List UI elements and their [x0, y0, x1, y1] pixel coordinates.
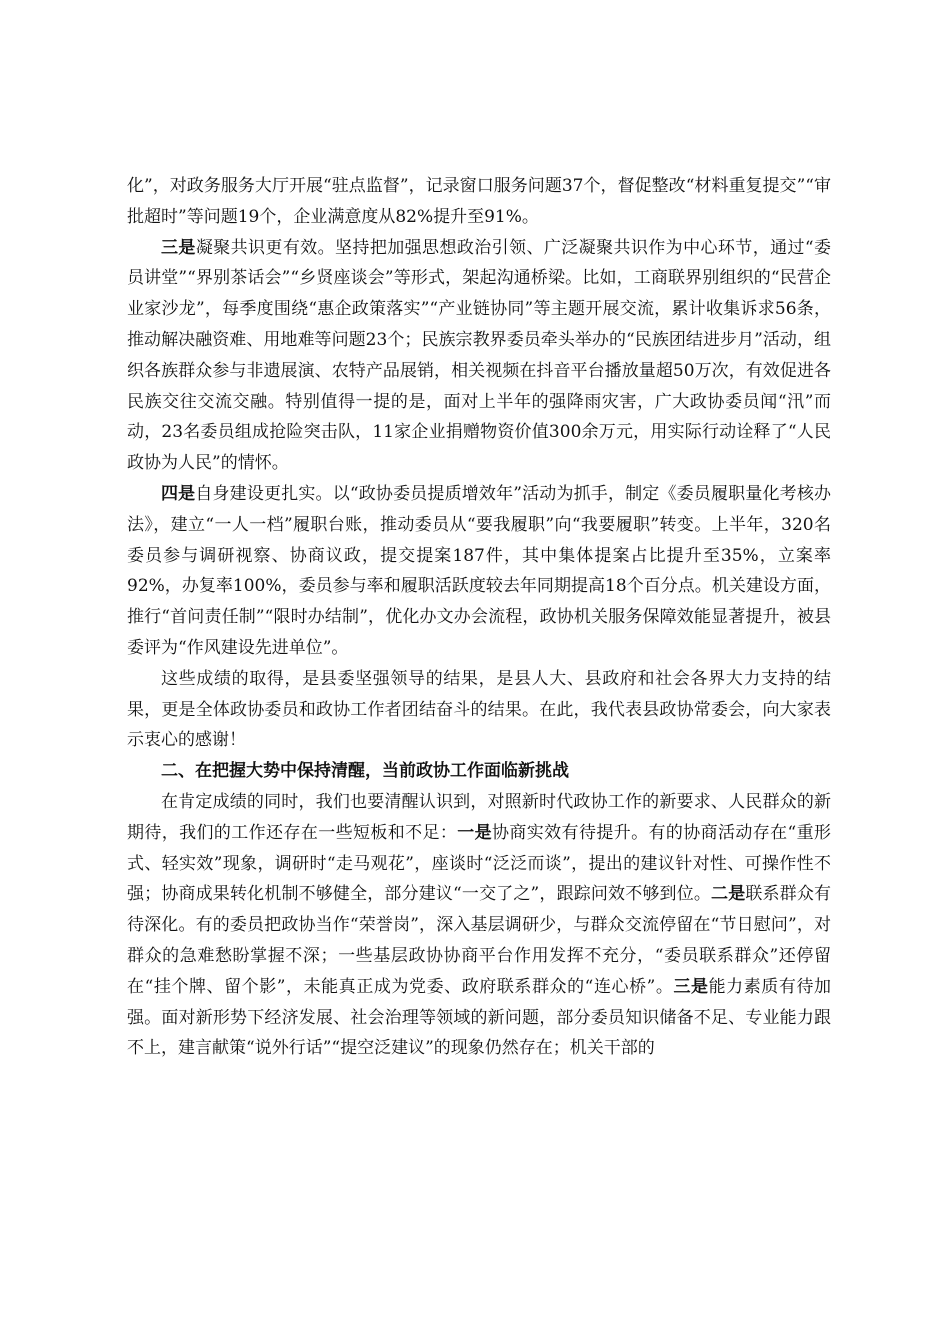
- paragraph-text: 化”，对政务服务大厅开展“驻点监督”，记录窗口服务问题37个，督促整改“材料重复提交”“审批超时”等问题19个，企业满意度从82%提升至91%。: [127, 176, 831, 227]
- paragraph-fourth-point: [127, 479, 831, 664]
- paragraph-text: 自身建设更扎实。以“政协委员提质增效年”活动为抓手，制定《委员履职量化考核办法》，建立“一人一档”履职台账，推动委员从“要我履职”向“我要履职”转变。上半年，320名委员参与调研视察、协商议政，提交提案187件，其中集体提案占比提升至35%，立案率92%，办复率100%，委员参与率和履职活跃度较去年同期提高18个百分点。机关建设方面，推行“首问责任制”“限时办结制”，优化办文办会流程，政协机关服务保障效能显著提升，被县委评为“作风建设先进单位”。: [127, 483, 831, 658]
- paragraph-continued: [127, 171, 831, 233]
- document-body: [127, 171, 831, 1064]
- paragraph-lead: 三是: [161, 237, 196, 258]
- paragraph-lead: 一是: [457, 822, 493, 843]
- paragraph-acknowledgement: [127, 664, 831, 756]
- paragraph-lead: 三是: [673, 976, 709, 997]
- paragraph-text: 凝聚共识更有效。坚持把加强思想政治引领、广泛凝聚共识作为中心环节，通过“委员讲堂”“界别茶话会”“乡贤座谈会”等形式，架起沟通桥梁。比如，工商联界别组织的“民营企业家沙龙”，每季度围绕“惠企政策落实”“产业链协同”等主题开展交流，累计收集诉求56条，推动解决融资难、用地难等问题23个；民族宗教界委员牵头举办的“民族团结进步月”活动，组织各族群众参与非遗展演、农特产品展销，相关视频在抖音平台播放量超50万次，有效促进各民族交往交流交融。特别值得一提的是，面对上半年的强降雨灾害，广大政协委员闻“汛”而动，23名委员组成抢险突击队，11家企业捐赠物资价值300余万元，用实际行动诠释了“人民政协为人民”的情怀。: [127, 237, 831, 474]
- paragraph-text: 协商实效有待提升。有的协商活动存在“重形式、轻实效”现象，调研时“走马观花”，座谈时“泛泛而谈”，提出的建议针对性、可操作性不强；协商成果转化机制不够健全，部分建议“一交了之”，跟踪问效不够到位。: [127, 822, 831, 905]
- section-heading: 二、在把握大势中保持清醒，当前政协工作面临新挑战: [161, 761, 569, 782]
- paragraph-text: 能力素质有待加强。面对新形势下经济发展、社会治理等领域的新问题，部分委员知识储备不足、专业能力跟不上，建言献策“说外行话”“提空泛建议”的现象仍然存在；机关干部的: [127, 976, 832, 1059]
- paragraph-text: 联系群众有待深化。有的委员把政协当作“荣誉岗”，深入基层调研少，与群众交流停留在“节日慰问”，对群众的急难愁盼掌握不深；一些基层政协协商平台作用发挥不充分，“委员联系群众”还停留在“挂个牌、留个影”，未能真正成为党委、政府联系群众的“连心桥”。: [127, 884, 832, 997]
- paragraph-lead: 二是: [711, 884, 746, 905]
- paragraph-challenges: [127, 787, 831, 1064]
- paragraph-text: 这些成绩的取得，是县委坚强领导的结果，是县人大、县政府和社会各界大力支持的结果，更是全体政协委员和政协工作者团结奋斗的结果。在此，我代表县政协常委会，向大家表示衷心的感谢！: [127, 668, 831, 751]
- paragraph-third-point: [127, 233, 831, 479]
- paragraph-lead: 四是: [161, 483, 196, 504]
- paragraph-intro: 在肯定成绩的同时，我们也要清醒认识到，对照新时代政协工作的新要求、人民群众的新期待，我们的工作还存在一些短板和不足：: [127, 791, 831, 843]
